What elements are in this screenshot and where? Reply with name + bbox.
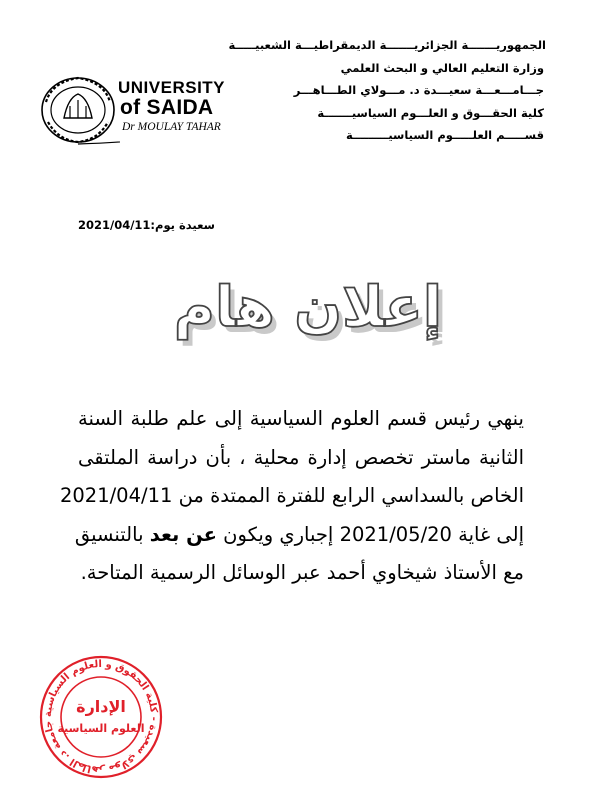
logo-text-founder: Dr MOULAY TAHAR	[122, 121, 221, 133]
announcement-title	[118, 268, 498, 348]
header-republic: الجمهوريـــــــة الجزائريـــــــة الديمقراطيـــة الشعبيـــــة	[228, 38, 546, 52]
university-logo	[38, 72, 238, 152]
body-line-2: الثانية ماستر تخصص إدارة محلية ، بأن دراسة الملتقى	[78, 445, 524, 469]
stamp-center-top: الإدارة	[76, 697, 126, 716]
body-line-4-start: إلى غاية 2021/05/20 إجباري ويكون	[223, 522, 524, 546]
title-text: إعلان هام	[173, 275, 443, 340]
body-line-3: الخاص بالسداسي الرابع للفترة الممتدة من 2021/04/11	[59, 484, 524, 507]
body-line-4	[74, 516, 524, 555]
header-department: قســـــم العلـــــوم السياسيـــــــــة	[346, 128, 544, 142]
header-ministry: وزارة التعليم العالي و البحث العلمي	[340, 60, 544, 75]
stamp-ring-text: جامعة د. الطاهر مولاي سعيدة - كلية الحقوق و العلوم السياسية	[42, 658, 160, 776]
body-line-4-end: بالتنسيق	[74, 522, 144, 546]
body-line-5: مع الأستاذ شيخاوي أحمد عبر الوسائل الرسمية المتاحة.	[80, 561, 524, 584]
logo-text-university: UNIVERSITY	[118, 78, 226, 97]
header-university: جـــامـــعـــة سعيـــدة د. مـــولاي الطـــاهـــر	[293, 83, 544, 97]
announcement-body	[59, 400, 524, 593]
stamp-center-bottom: العلوم السياسية	[57, 722, 145, 735]
official-stamp-icon	[36, 652, 166, 782]
announcement-date: سعيدة يوم:2021/04/11	[78, 218, 215, 232]
body-remote-emphasis: عن بعد	[149, 522, 217, 546]
header-faculty: كلية الحقـــوق و العلـــوم السياسيـــــــة	[317, 105, 544, 120]
body-line-1: ينهي رئيس قسم العلوم السياسية إلى علم طلبة السنة	[78, 407, 524, 430]
letterhead	[214, 34, 544, 147]
university-seal-icon	[38, 72, 120, 148]
logo-text-saida: of SAIDA	[120, 96, 214, 119]
